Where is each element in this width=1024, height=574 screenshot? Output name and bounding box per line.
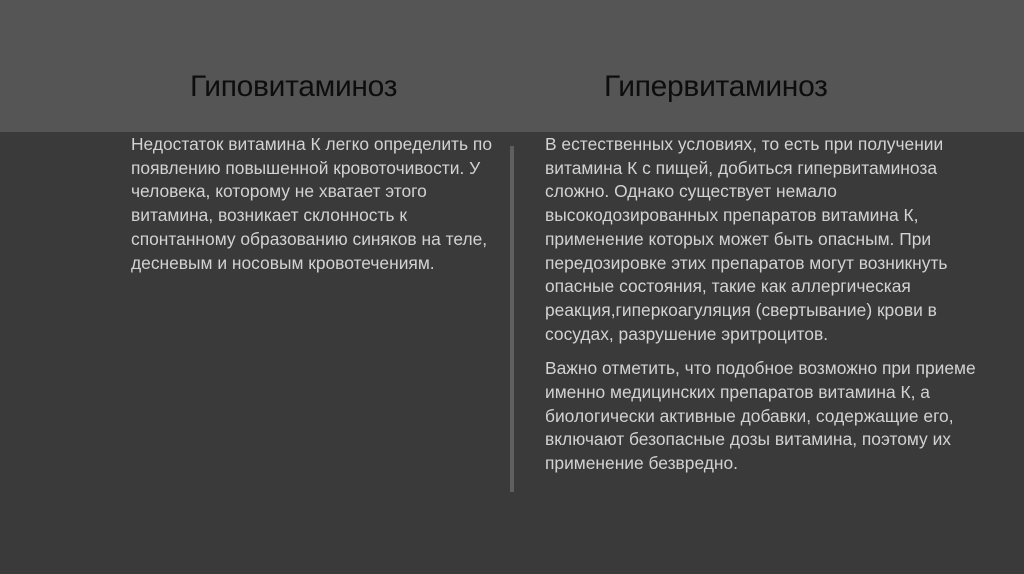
hypervitaminosis-paragraph-1: В естественных условиях, то есть при получении витамина К с пищей, добиться гипервитаминоза сложно. Однако существует немало высокодозированных препаратов витамина К, применение которых может быть опасным. При передозировке этих препаратов могут возникнуть опасные состояния, такие как аллергическая реакция,гиперкоагуляция (свертывание) крови в сосудах, разрушение эритроцитов. <box>545 134 948 344</box>
hypovitaminosis-text <box>131 133 506 275</box>
title-hypervitaminosis: Гипервитаминоз <box>604 70 828 103</box>
hypovitaminosis-paragraph-1: Недостаток витамина К легко определить по появлению повышенной кровоточивости. У человека, которому не хватает этого витамина, возникает склонность к спонтанному образованию синяков на теле, десневым и носовым кровотечениям. <box>131 134 493 273</box>
column-divider <box>510 146 514 492</box>
title-hypovitaminosis: Гиповитаминоз <box>190 70 398 103</box>
header-band <box>0 0 1024 132</box>
hypervitaminosis-text <box>545 133 993 476</box>
hypervitaminosis-paragraph-2: Важно отметить, что подобное возможно при приеме именно медицинских препаратов витамина К, а биологически активные добавки, содержащие его, включают безопасные дозы витамина, поэтому их применение безвредно. <box>545 358 976 474</box>
